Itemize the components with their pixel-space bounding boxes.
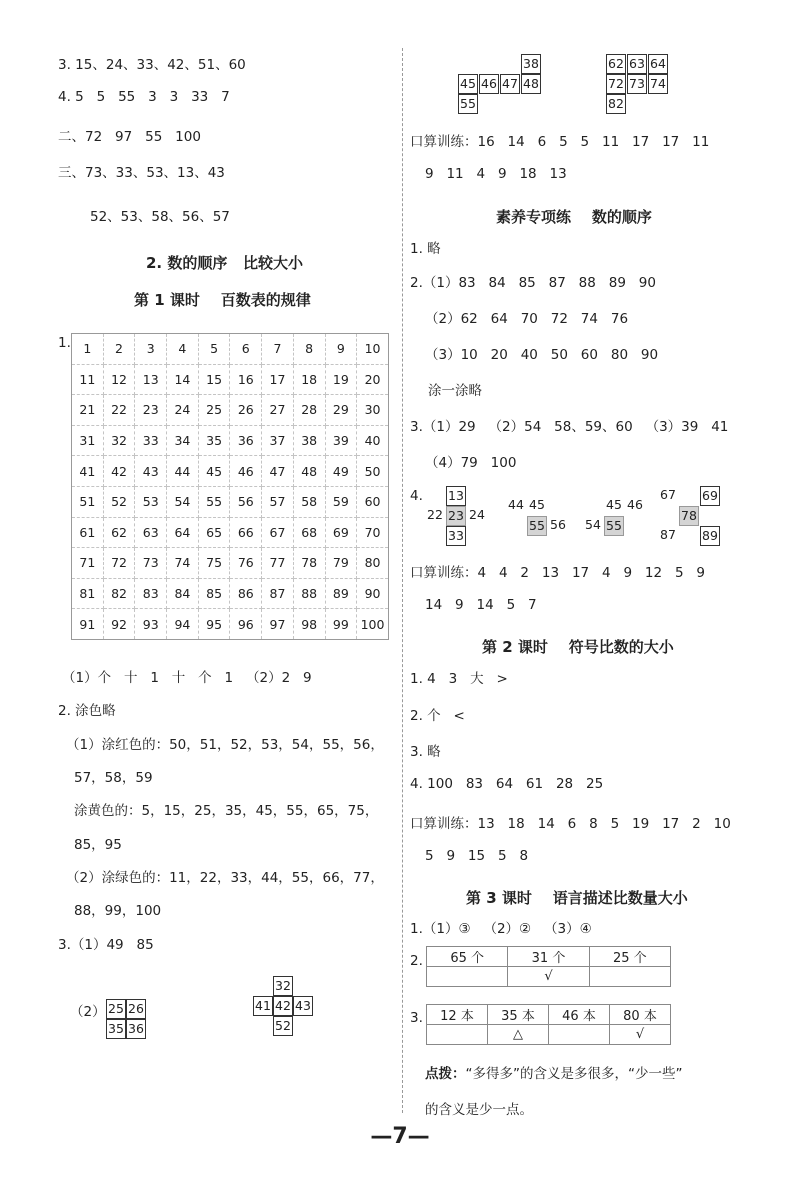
hundred-table-cell: 62 xyxy=(103,517,135,548)
hundred-table-cell: 38 xyxy=(293,425,325,456)
hundred-table-cell: 37 xyxy=(262,425,294,456)
table-cell: 65 个 xyxy=(427,947,508,967)
hundred-table-cell: 76 xyxy=(230,548,262,579)
hundred-table-cell: 25 xyxy=(198,395,230,426)
number-cell: 64 xyxy=(648,54,668,74)
table-cell xyxy=(427,1025,488,1045)
table-cell: 25 个 xyxy=(589,947,670,967)
hundred-table-cell: 99 xyxy=(325,609,357,640)
hundred-table-cell: 12 xyxy=(103,364,135,395)
number-cell: 22 xyxy=(425,506,445,526)
hundred-table-cell: 45 xyxy=(198,456,230,487)
answer-line: 85，95 xyxy=(74,837,122,853)
hundred-table-cell: 75 xyxy=(198,548,230,579)
table-cell: 80 本 xyxy=(610,1005,671,1025)
table-cell xyxy=(549,1025,610,1045)
table-cell: 31 个 xyxy=(508,947,589,967)
hundred-table-row xyxy=(72,364,389,395)
number-cell: 48 xyxy=(521,74,541,94)
page-number: —7— xyxy=(370,1124,430,1149)
hundred-table-cell: 96 xyxy=(230,609,262,640)
answer-line: 3. 15、24、33、42、51、60 xyxy=(58,57,246,73)
hundred-table xyxy=(71,333,389,640)
hundred-table-row xyxy=(72,456,389,487)
hundred-table-cell: 32 xyxy=(103,425,135,456)
hundred-table-row xyxy=(72,609,389,640)
table-cell: 12 本 xyxy=(427,1005,488,1025)
answer-line: 3. 略 xyxy=(410,744,441,760)
hundred-table-cell: 14 xyxy=(167,364,199,395)
number-cell: 62 xyxy=(606,54,626,74)
tip-line xyxy=(425,1062,682,1082)
hundred-table-cell: 57 xyxy=(262,486,294,517)
number-cell: 73 xyxy=(627,74,647,94)
hundred-table-cell: 6 xyxy=(230,334,262,365)
number-cell: 89 xyxy=(700,526,720,546)
answer-line: 5 9 15 5 8 xyxy=(425,848,529,864)
answer-line: 口算训练：4 4 2 13 17 4 9 12 5 9 xyxy=(410,565,706,581)
answer-line: （4）79 100 xyxy=(425,455,517,471)
hundred-table-cell: 71 xyxy=(72,548,104,579)
hundred-table-row xyxy=(72,395,389,426)
hundred-table-cell: 61 xyxy=(72,517,104,548)
hundred-table-row xyxy=(72,578,389,609)
hundred-table-cell: 91 xyxy=(72,609,104,640)
hundred-table-cell: 29 xyxy=(325,395,357,426)
triangle-mark: △ xyxy=(488,1025,549,1045)
answer-line: 口算训练：13 18 14 6 8 5 19 17 2 10 xyxy=(410,816,731,832)
hundred-table-cell: 64 xyxy=(167,517,199,548)
answer-line: 4. 5 5 55 3 3 33 7 xyxy=(58,89,230,105)
hundred-table-cell: 53 xyxy=(135,486,167,517)
answer-line: 2.（1）83 84 85 87 88 89 90 xyxy=(410,275,656,291)
number-cell: 44 xyxy=(506,496,526,516)
hundred-table-cell: 42 xyxy=(103,456,135,487)
hundred-table-cell: 65 xyxy=(198,517,230,548)
comparison-table-3 xyxy=(426,1004,671,1045)
hundred-table-cell: 67 xyxy=(262,517,294,548)
number-cell: 87 xyxy=(658,526,678,546)
hundred-table-cell: 74 xyxy=(167,548,199,579)
answer-line: 口算训练：16 14 6 5 5 11 17 17 11 xyxy=(410,134,710,150)
check-mark: √ xyxy=(508,967,589,987)
hundred-table-cell: 2 xyxy=(103,334,135,365)
hundred-table-row xyxy=(72,334,389,365)
hundred-table-cell: 3 xyxy=(135,334,167,365)
answer-line: （3）10 20 40 50 60 80 90 xyxy=(425,347,659,363)
number-cell-highlight: 55 xyxy=(527,516,547,536)
answer-line: 三、73、33、53、13、43 xyxy=(58,165,225,181)
table-cell xyxy=(427,967,508,987)
hundred-table-cell: 18 xyxy=(293,364,325,395)
answer-line: 9 11 4 9 18 13 xyxy=(425,166,567,182)
hundred-table-cell: 94 xyxy=(167,609,199,640)
hundred-table-cell: 85 xyxy=(198,578,230,609)
hundred-table-row xyxy=(72,517,389,548)
number-cell: 36 xyxy=(126,1019,146,1039)
hundred-table-row xyxy=(72,548,389,579)
number-cell: 41 xyxy=(253,996,273,1016)
hundred-table-cell: 11 xyxy=(72,364,104,395)
hundred-table-cell: 97 xyxy=(262,609,294,640)
hundred-table-cell: 83 xyxy=(135,578,167,609)
hundred-table-cell: 72 xyxy=(103,548,135,579)
number-cell: 38 xyxy=(521,54,541,74)
hundred-table-cell: 98 xyxy=(293,609,325,640)
hundred-table-cell: 22 xyxy=(103,395,135,426)
hundred-table-cell: 77 xyxy=(262,548,294,579)
hundred-table-cell: 54 xyxy=(167,486,199,517)
hundred-table-cell: 8 xyxy=(293,334,325,365)
column-divider xyxy=(402,48,403,1113)
number-cell: 46 xyxy=(479,74,499,94)
number-cell: 72 xyxy=(606,74,626,94)
hundred-table-cell: 63 xyxy=(135,517,167,548)
answer-line: 1. 略 xyxy=(410,241,441,257)
hundred-table-cell: 35 xyxy=(198,425,230,456)
hundred-table-cell: 59 xyxy=(325,486,357,517)
number-cell: 56 xyxy=(548,516,568,536)
answer-line: 1.（1）③ （2）② （3）④ xyxy=(410,921,592,937)
hundred-table-cell: 17 xyxy=(262,364,294,395)
section-heading: 素养专项练 数的顺序 xyxy=(496,208,652,226)
hundred-table-cell: 82 xyxy=(103,578,135,609)
hundred-table-cell: 23 xyxy=(135,395,167,426)
hundred-table-row xyxy=(72,486,389,517)
number-cell: 69 xyxy=(700,486,720,506)
hundred-table-cell: 93 xyxy=(135,609,167,640)
hundred-table-cell: 81 xyxy=(72,578,104,609)
hundred-table-cell: 95 xyxy=(198,609,230,640)
hundred-table-cell: 41 xyxy=(72,456,104,487)
hundred-table-cell: 36 xyxy=(230,425,262,456)
hundred-table-cell: 73 xyxy=(135,548,167,579)
hundred-table-cell: 7 xyxy=(262,334,294,365)
answer-line: 14 9 14 5 7 xyxy=(425,597,537,613)
hundred-table-cell: 88 xyxy=(293,578,325,609)
number-cell: 45 xyxy=(527,496,547,516)
answer-line: 涂一涂略 xyxy=(428,383,482,399)
answer-line: （2）62 64 70 72 74 76 xyxy=(425,311,629,327)
hundred-table-cell: 55 xyxy=(198,486,230,517)
hundred-table-cell: 1 xyxy=(72,334,104,365)
number-cell: 42 xyxy=(273,996,293,1016)
comparison-table-2 xyxy=(426,946,671,987)
number-cell: 74 xyxy=(648,74,668,94)
number-cell: 54 xyxy=(583,516,603,536)
answer-line: 涂黄色的：5，15，25，35，45，55，65，75， xyxy=(74,803,379,819)
hundred-table-cell: 13 xyxy=(135,364,167,395)
hundred-table-cell: 58 xyxy=(293,486,325,517)
answer-line: 57，58，59 xyxy=(74,770,153,786)
hundred-table-cell: 24 xyxy=(167,395,199,426)
number-cell: 24 xyxy=(467,506,487,526)
hundred-table-cell: 4 xyxy=(167,334,199,365)
question-number: 2. xyxy=(410,953,423,969)
number-cell-highlight: 78 xyxy=(679,506,699,526)
hundred-table-cell: 56 xyxy=(230,486,262,517)
answer-line: （1）个 十 1 十 个 1 （2）2 9 xyxy=(62,670,312,686)
hundred-table-cell: 66 xyxy=(230,517,262,548)
hundred-table-cell: 28 xyxy=(293,395,325,426)
number-cell: 63 xyxy=(627,54,647,74)
hundred-table-cell: 80 xyxy=(357,548,389,579)
section-heading: 2. 数的顺序 比较大小 xyxy=(146,254,304,272)
tip-text: “多得多”的含义是多很多，“少一些” xyxy=(465,1066,683,1082)
hundred-table-cell: 39 xyxy=(325,425,357,456)
number-cell: 45 xyxy=(458,74,478,94)
answer-line: 52、53、58、56、57 xyxy=(90,209,230,225)
hundred-table-cell: 26 xyxy=(230,395,262,426)
answer-line: 1. 4 3 大 > xyxy=(410,671,508,687)
hundred-table-cell: 92 xyxy=(103,609,135,640)
tip-label: 点拨： xyxy=(425,1066,466,1082)
number-cell: 33 xyxy=(446,526,466,546)
number-cell: 52 xyxy=(273,1016,293,1036)
hundred-table-cell: 47 xyxy=(262,456,294,487)
table-cell: 46 本 xyxy=(549,1005,610,1025)
number-cell: 45 xyxy=(604,496,624,516)
number-cell: 32 xyxy=(273,976,293,996)
hundred-table-cell: 27 xyxy=(262,395,294,426)
hundred-table-cell: 10 xyxy=(357,334,389,365)
hundred-table-cell: 51 xyxy=(72,486,104,517)
hundred-table-cell: 86 xyxy=(230,578,262,609)
lesson-heading: 第 3 课时 语言描述比数量大小 xyxy=(466,889,688,907)
hundred-table-cell: 21 xyxy=(72,395,104,426)
number-cell-highlight: 55 xyxy=(604,516,624,536)
answer-line: 3.（1）49 85 xyxy=(58,937,154,953)
number-cell: 67 xyxy=(658,486,678,506)
hundred-table-cell: 34 xyxy=(167,425,199,456)
hundred-table-cell: 5 xyxy=(198,334,230,365)
hundred-table-cell: 84 xyxy=(167,578,199,609)
answer-line: （2）涂绿色的：11，22，33，44，55，66，77， xyxy=(66,870,384,886)
answer-line: 二、72 97 55 100 xyxy=(58,129,201,145)
hundred-table-cell: 87 xyxy=(262,578,294,609)
question-number: 4. xyxy=(410,488,423,504)
hundred-table-cell: 78 xyxy=(293,548,325,579)
table-cell: 35 本 xyxy=(488,1005,549,1025)
table-cell xyxy=(589,967,670,987)
number-cell: 26 xyxy=(126,999,146,1019)
answer-line: 2. 个 < xyxy=(410,708,465,724)
number-cell: 43 xyxy=(293,996,313,1016)
hundred-table-cell: 9 xyxy=(325,334,357,365)
hundred-table-cell: 79 xyxy=(325,548,357,579)
number-cell: 82 xyxy=(606,94,626,114)
hundred-table-cell: 31 xyxy=(72,425,104,456)
number-cell: 47 xyxy=(500,74,520,94)
tip-line: 的含义是少一点。 xyxy=(425,1102,533,1118)
hundred-table-cell: 46 xyxy=(230,456,262,487)
hundred-table-cell: 19 xyxy=(325,364,357,395)
hundred-table-cell: 52 xyxy=(103,486,135,517)
hundred-table-cell: 30 xyxy=(357,395,389,426)
hundred-table-cell: 44 xyxy=(167,456,199,487)
number-cell: 13 xyxy=(446,486,466,506)
hundred-table-cell: 70 xyxy=(357,517,389,548)
hundred-table-cell: 40 xyxy=(357,425,389,456)
answer-line: （1）涂红色的：50，51，52，53，54，55，56， xyxy=(66,737,384,753)
hundred-table-cell: 68 xyxy=(293,517,325,548)
answer-line: 3.（1）29 （2）54 58、59、60 （3）39 41 xyxy=(410,419,729,435)
number-cell: 55 xyxy=(458,94,478,114)
hundred-table-cell: 43 xyxy=(135,456,167,487)
answer-line: 88，99，100 xyxy=(74,903,162,919)
hundred-table-cell: 100 xyxy=(357,609,389,640)
check-mark: √ xyxy=(610,1025,671,1045)
hundred-table-cell: 33 xyxy=(135,425,167,456)
answer-line: （2） xyxy=(70,1004,106,1020)
hundred-table-row xyxy=(72,425,389,456)
number-cell: 35 xyxy=(106,1019,126,1039)
hundred-table-cell: 69 xyxy=(325,517,357,548)
hundred-table-cell: 90 xyxy=(357,578,389,609)
hundred-table-cell: 49 xyxy=(325,456,357,487)
hundred-table-cell: 89 xyxy=(325,578,357,609)
number-cell: 25 xyxy=(106,999,126,1019)
hundred-table-cell: 20 xyxy=(357,364,389,395)
question-number: 1. xyxy=(58,335,71,351)
hundred-table-cell: 48 xyxy=(293,456,325,487)
hundred-table-cell: 50 xyxy=(357,456,389,487)
answer-line: 4. 100 83 64 61 28 25 xyxy=(410,776,604,792)
hundred-table-cell: 60 xyxy=(357,486,389,517)
answer-line: 2. 涂色略 xyxy=(58,703,116,719)
number-cell-highlight: 23 xyxy=(446,506,466,526)
lesson-heading: 第 2 课时 符号比数的大小 xyxy=(482,638,674,656)
number-cell: 46 xyxy=(625,496,645,516)
question-number: 3. xyxy=(410,1010,423,1026)
hundred-table-cell: 15 xyxy=(198,364,230,395)
lesson-heading: 第 1 课时 百数表的规律 xyxy=(134,291,311,309)
hundred-table-cell: 16 xyxy=(230,364,262,395)
